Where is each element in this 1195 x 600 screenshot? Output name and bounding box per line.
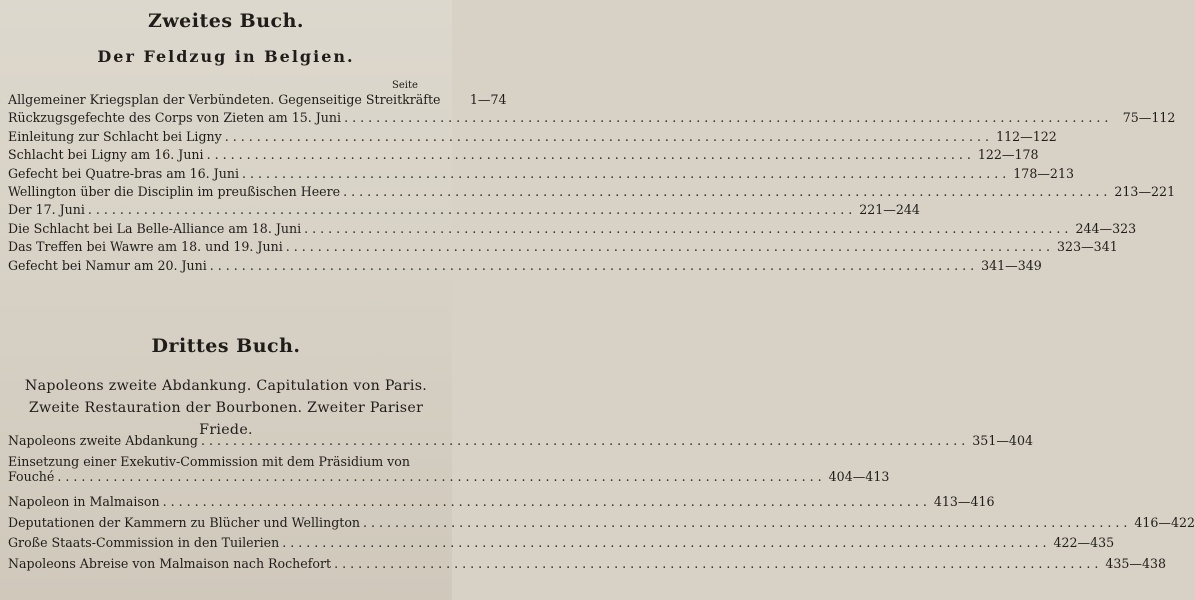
toc-entry-pages: 416—422 [1134, 514, 1195, 530]
toc-entry-title: Gefecht bei Namur am 20. Juni [8, 257, 207, 273]
leader-dots [163, 494, 931, 509]
toc-entry-title: Die Schlacht bei La Belle-Alliance am 18. Juni [8, 220, 302, 236]
leader-dots [344, 110, 1112, 125]
toc-entry-pages: 413—416 [933, 493, 995, 509]
toc-entry [8, 147, 1039, 165]
toc-entry [8, 92, 507, 110]
page-column-label: Seite [392, 80, 418, 91]
toc-entry-pages: 75—112 [1122, 110, 1176, 126]
leader-dots [225, 129, 993, 144]
toc-entry-title: Einsetzung einer Exekutiv-Commission mit dem Präsidium von [8, 453, 410, 469]
leader-dots [210, 258, 978, 273]
book3-toc [8, 433, 1195, 577]
toc-entry-pages: 404—413 [828, 468, 890, 484]
leader-dots [286, 239, 1054, 254]
toc-entry-pages: 244—323 [1075, 220, 1137, 236]
toc-entry-title: Einleitung zur Schlacht bei Ligny [8, 128, 222, 144]
toc-entry-pages: 422—435 [1053, 535, 1115, 551]
toc-entry-title: Deputationen der Kammern zu Blücher und Wellington [8, 514, 361, 530]
toc-entry-title: Napoleon in Malmaison [8, 493, 160, 509]
toc-entry [8, 433, 1033, 454]
toc-entry-pages: 122—178 [977, 147, 1039, 163]
leader-dots [363, 515, 1131, 530]
toc-entry [8, 202, 920, 220]
toc-entry-pages: 221—244 [859, 202, 920, 218]
leader-dots [334, 556, 1102, 571]
toc-entry-title: Große Staats-Commission in den Tuilerien [8, 535, 280, 551]
toc-entry-pages: 435—438 [1105, 556, 1167, 572]
toc-entry [8, 110, 1176, 128]
toc-entry [8, 535, 1115, 556]
toc-entry-title: Napoleons Abreise von Malmaison nach Rochefort [8, 556, 332, 572]
toc-entry-title: Rückzugsgefechte des Corps von Zieten am 15. Juni [8, 110, 342, 126]
book2-toc [8, 92, 1176, 276]
leader-dots [282, 535, 1050, 550]
toc-entry-pages: 213—221 [1114, 183, 1176, 199]
toc-entry-pages: 351—404 [972, 433, 1033, 448]
book2-title: Zweites Buch. [147, 10, 305, 32]
toc-entry-continuation [8, 468, 890, 484]
leader-dots [343, 184, 1111, 199]
toc-entry [8, 183, 1176, 202]
toc-entry-title-cont: Fouché [8, 468, 55, 484]
leader-dots [201, 433, 969, 448]
leader-dots [57, 469, 825, 484]
toc-entry-title: Wellington über die Disciplin im preußischen Heere [8, 183, 341, 199]
toc-entry [8, 239, 1118, 257]
toc-entry-pages: 323—341 [1057, 239, 1118, 255]
leader-dots [242, 166, 1010, 181]
leader-dots [207, 147, 975, 162]
toc-entry-pages: 341—349 [981, 257, 1042, 273]
toc-entry [8, 493, 995, 515]
leader-dots [304, 221, 1072, 236]
toc-entry-pages: 112—122 [996, 128, 1057, 144]
book3-intro: Napoleons zweite Abdankung. Capitulation von Paris. Zweite Restauration der Bourbonen. Zweiter Pariser Friede. [24, 378, 428, 438]
toc-entry-title: Das Treffen bei Wawre am 18. und 19. Juni [8, 239, 283, 255]
toc-entry [8, 128, 1057, 147]
toc-entry [8, 257, 1042, 276]
toc-entry-title: Schlacht bei Ligny am 16. Juni [8, 147, 204, 163]
toc-entry [8, 556, 1167, 577]
toc-entry [8, 220, 1137, 239]
book3-title: Drittes Buch. [151, 335, 301, 357]
toc-entry-title: Allgemeiner Kriegsplan der Verbündeten. Gegenseitige Streitkräfte [8, 92, 441, 107]
toc-entry-title: Der 17. Juni [8, 202, 85, 218]
toc-entry [8, 453, 890, 494]
book2-subtitle: Der Feldzug in Belgien. [97, 47, 355, 66]
toc-entry [8, 165, 1074, 184]
toc-entry-title: Napoleons zweite Abdankung [8, 433, 198, 448]
toc-entry-pages: 1—74 [469, 92, 507, 107]
toc-entry [8, 514, 1195, 536]
toc-entry-pages: 178—213 [1013, 165, 1074, 181]
toc-entry-title: Gefecht bei Quatre-bras am 16. Juni [8, 165, 239, 181]
leader-dots [88, 202, 856, 217]
